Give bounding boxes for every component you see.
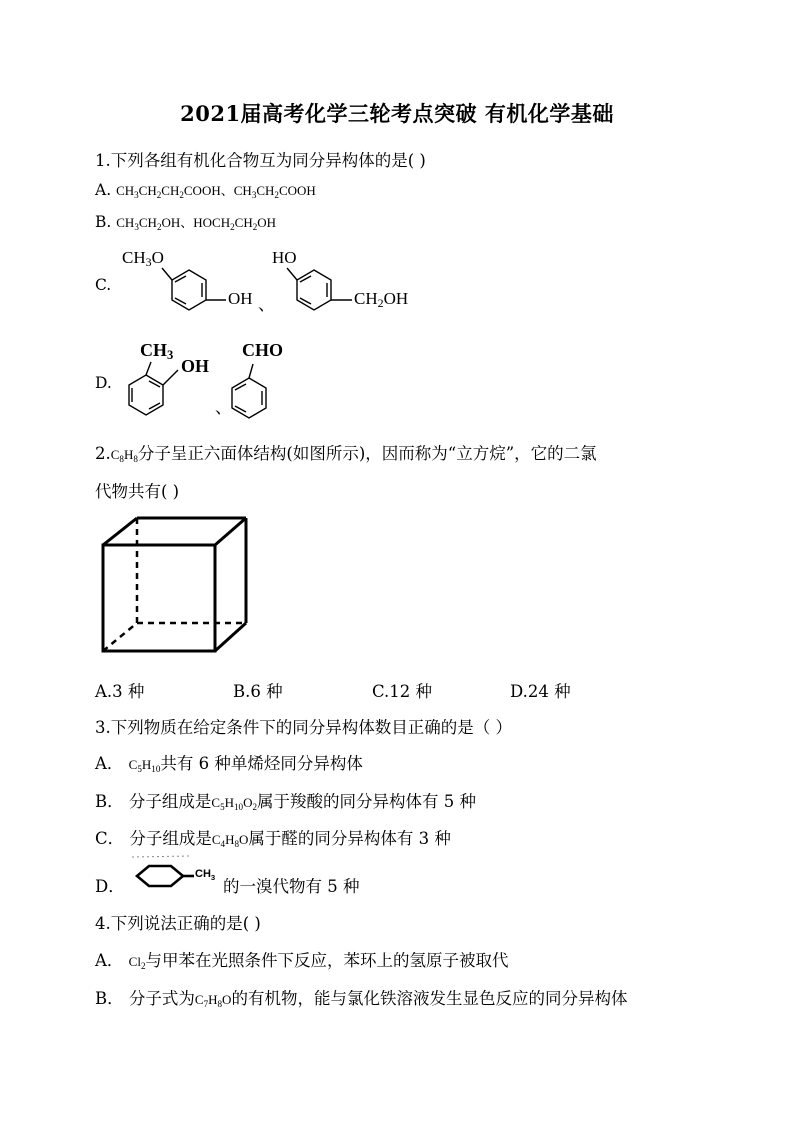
q3-d-label[interactable]: D． — [95, 877, 125, 896]
q3-b-formula: $C_5H_{10}O_2$ — [211, 795, 258, 812]
q4-option-a[interactable] — [95, 947, 509, 971]
q2-option-d[interactable]: D.24 种 — [510, 682, 571, 701]
q1-b-sep: 、 — [180, 215, 194, 230]
q3-a-formula: $C_5H_{10}$ — [128, 757, 161, 774]
q4-a-label: A． — [95, 951, 124, 970]
q2-formula: $C_8H_8$ — [110, 447, 138, 464]
q3-b-pre: 分子组成是 — [128, 792, 212, 811]
q2-stem-rest: 分子呈正六面体结构(如图所示)，因而称为“立方烷”，它的二氯 — [137, 444, 597, 463]
q2-option-b[interactable]: B.6 种 — [233, 682, 283, 701]
q1-c-m1-right: OH — [228, 289, 253, 308]
q4-b-formula: $C_7H_8O$ — [194, 992, 232, 1009]
q1-b-formula-2: $HOCH_2CH_2OH$ — [193, 215, 277, 232]
q1-a-formula-2: $CH_3CH_2COOH$ — [233, 183, 316, 200]
page-title: 2021届高考化学三轮考点突破 有机化学基础 — [180, 101, 614, 126]
q1-d-m1-top: $CH_3$ — [140, 340, 174, 362]
q1-c-m2-top: HO — [272, 248, 297, 267]
q1-b-formula-1: $CH_3CH_2OH$ — [116, 215, 181, 232]
q3-b-text: 属于羧酸的同分异构体有 5 种 — [257, 792, 477, 811]
q1-d-label[interactable]: D. — [95, 374, 112, 392]
q3-stem: 3.下列物质在给定条件下的同分异构体数目正确的是（ ） — [95, 718, 512, 737]
q3-a-label: A． — [95, 754, 124, 773]
q1-a-formula-1: $CH_3CH_2CH_2COOH$ — [116, 183, 221, 200]
q3-c-pre: 分子组成是 — [129, 829, 212, 848]
q3-d-text: 的一溴代物有 5 种 — [223, 877, 360, 896]
q4-a-formula: $Cl_2$ — [128, 954, 146, 971]
q4-option-b[interactable] — [95, 985, 627, 1009]
q2-option-a[interactable]: A.3 种 — [95, 682, 145, 701]
q1-c-m1-top: $CH_3O$ — [122, 248, 164, 269]
q4-b-text: 的有机物，能与氯化铁溶液发生显色反应的同分异构体 — [231, 989, 628, 1008]
q1-d-sep: 、 — [215, 398, 232, 417]
q2-stem-line2: 代物共有( ) — [95, 482, 180, 501]
q4-a-text: 与甲苯在光照条件下反应，苯环上的氢原子被取代 — [145, 951, 509, 970]
q1-d-m1-right: OH — [181, 356, 210, 376]
q1-c-sep: 、 — [258, 295, 275, 314]
q1-a-label: A. — [95, 181, 112, 199]
q3-b-label: B． — [95, 792, 124, 811]
q3-c-text: 属于醛的同分异构体有 3 种 — [248, 829, 451, 848]
q3-a-text: 共有 6 种单烯烃同分异构体 — [160, 754, 363, 773]
q1-stem: 1.下列各组有机化合物互为同分异构体的是( ) — [95, 151, 426, 170]
q3-c-label: C． — [95, 829, 125, 848]
q1-d-m2-top: CHO — [242, 340, 284, 360]
q3-c-formula: $C_4H_8O$ — [211, 832, 249, 849]
q2-option-c[interactable]: C.12 种 — [372, 682, 433, 701]
q1-c-m2-right: $CH_2OH$ — [354, 289, 409, 310]
q2-stem-num: 2. — [95, 444, 111, 463]
q1-b-label: B. — [95, 213, 112, 231]
q4-stem: 4.下列说法正确的是( ) — [95, 914, 261, 933]
q1-c-label[interactable]: C. — [95, 276, 112, 294]
q1-a-sep: 、 — [220, 183, 234, 198]
q4-b-pre: 分子式为 — [128, 989, 195, 1008]
q4-b-label: B． — [95, 989, 124, 1008]
q3-d-substituent: $CH_3$ — [195, 868, 216, 882]
